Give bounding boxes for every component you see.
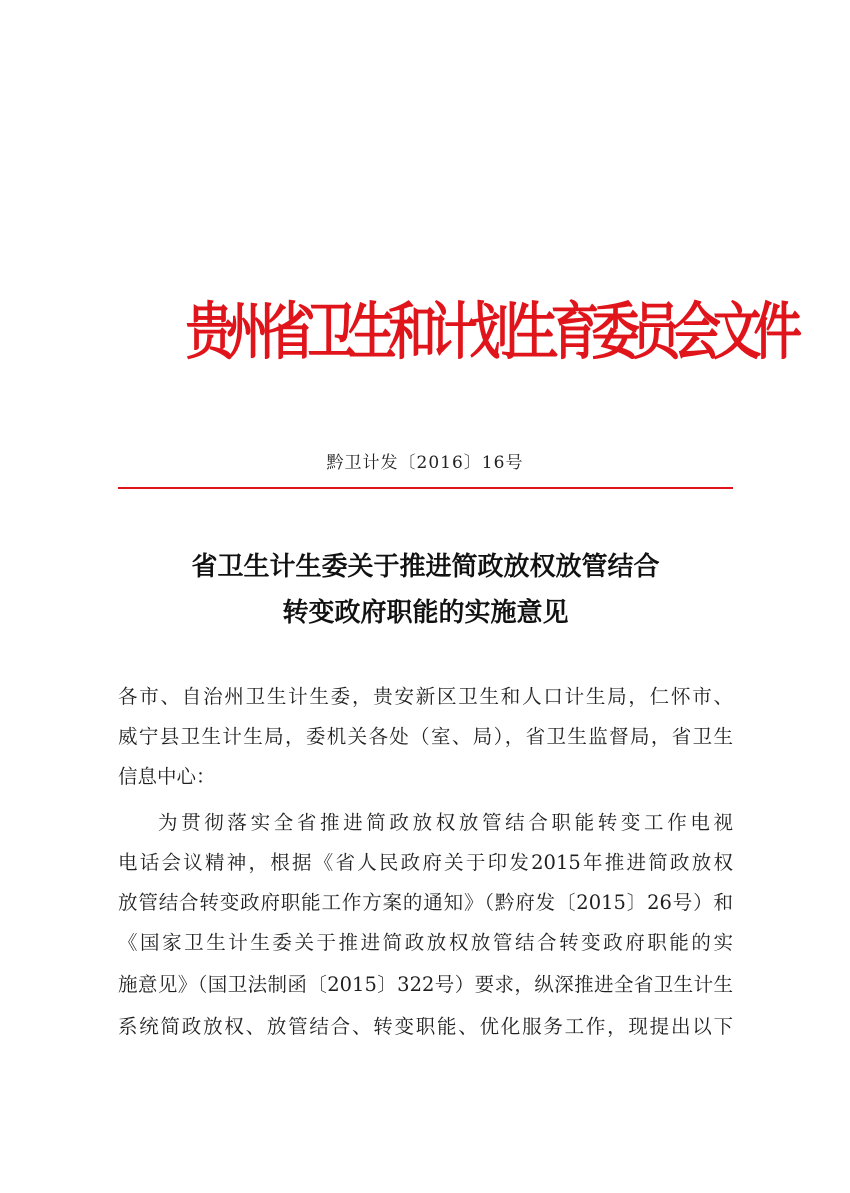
body-text-line: 电话会议精神，根据《省人民政府关于印发2015年推进简政放权 [118, 851, 733, 874]
document-title-line-2: 转变政府职能的实施意见 [282, 598, 569, 628]
document-number: 黔卫计发〔2016〕16号 [326, 453, 524, 473]
body-text-line: 信息中心： [118, 765, 216, 788]
document-title-line-1: 省卫生计生委关于推进简政放权放管结合 [191, 552, 660, 582]
body-text-line: 《国家卫生计生委关于推进简政放权放管结合转变政府职能的实 [118, 931, 733, 954]
body-text-line: 施意见》（国卫法制函〔2015〕322号）要求，纵深推进全省卫生计生 [118, 973, 733, 996]
masthead-title: 贵州省卫生和计划生育委员会文件 [185, 295, 795, 368]
body-text-line: 各市、自治州卫生计生委，贵安新区卫生和人口计生局，仁怀市、 [118, 685, 733, 708]
body-text-line: 为贯彻落实全省推进简政放权放管结合职能转变工作电视 [158, 811, 733, 834]
body-text-line: 放管结合转变政府职能工作方案的通知》（黔府发〔2015〕26号）和 [118, 891, 733, 914]
red-divider-rule [118, 487, 733, 489]
body-text-line: 系统简政放权、放管结合、转变职能、优化服务工作，现提出以下 [118, 1015, 733, 1038]
body-text-line: 威宁县卫生计生局，委机关各处（室、局），省卫生监督局，省卫生 [118, 725, 733, 748]
